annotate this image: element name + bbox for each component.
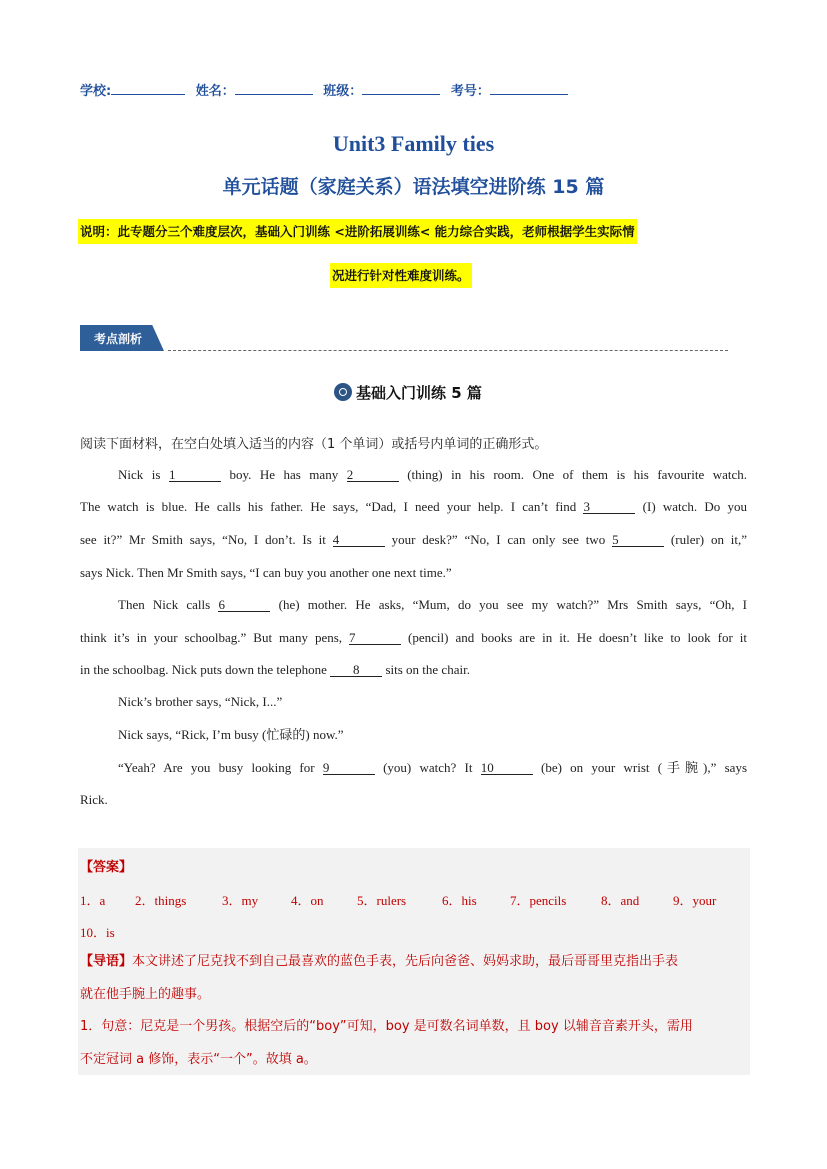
passage-line: The watch is blue. He calls his father. He says, “Dad, I need your help. I can’t find 3 (I) watch. Do you — [80, 499, 748, 514]
answer-item: 6．his — [442, 893, 477, 908]
passage-line: “Yeah? Are you busy looking for 9 (you) watch? It 10 (be) on your wrist (手腕),” says — [118, 760, 748, 775]
passage-line: says Nick. Then Mr Smith says, “I can buy you another one next time.” — [80, 565, 452, 580]
answer-item: 3．my — [222, 893, 259, 908]
blank-6: 6 — [218, 598, 270, 612]
tag-label: 考点剖析 — [94, 332, 143, 346]
page-subtitle: 单元话题（家庭关系）语法填空进阶练 15 篇 — [222, 176, 605, 198]
blank-9: 9 — [323, 761, 375, 775]
blank-7: 7 — [349, 631, 401, 645]
blank-10: 10 — [481, 761, 533, 775]
school-label: 学校: — [80, 84, 112, 99]
answer-item: 5．rulers — [357, 893, 407, 908]
note-line-1: 说明：此专题分三个难度层次，基础入门训练 <进阶拓展训练< 能力综合实践，老师根据学生实际情 — [78, 222, 637, 240]
passage-line: in the schoolbag. Nick puts down the telephone 8 sits on the chair. — [80, 662, 470, 677]
explanation-line-2: 不定冠词 a 修饰，表示“一个”。故填 a。 — [80, 1052, 317, 1067]
dashed-divider — [168, 350, 728, 351]
section-tag — [80, 325, 170, 351]
passage-line: Then Nick calls 6 (he) mother. He asks, “Mum, do you see my watch?” Mrs Smith says, “Oh, I — [118, 597, 748, 612]
answer-item: 10．is — [80, 925, 115, 940]
guide-paragraph: 【导语】本文讲述了尼克找不到自己最喜欢的蓝色手表，先后向爸爸、妈妈求助，最后哥哥里克指出手表 — [80, 954, 679, 969]
class-label: 班级： — [323, 84, 363, 99]
answer-heading: 【答案】 — [80, 860, 133, 875]
passage-line: Nick’s brother says, “Nick, I...” — [118, 694, 283, 709]
student-info-header — [80, 80, 574, 99]
blank-2: 2 — [347, 468, 399, 482]
blank-3: 3 — [583, 500, 635, 514]
answer-item: 8．and — [601, 893, 640, 908]
exam-no-blank — [490, 82, 568, 95]
exam-no-label: 考号： — [450, 84, 490, 99]
answer-item: 1．a — [80, 893, 106, 908]
blank-5: 5 — [612, 533, 664, 547]
school-blank — [111, 82, 185, 95]
note-line-2: 况进行针对性难度训练。 — [330, 266, 472, 284]
explanation-line-1: 1．句意：尼克是一个男孩。根据空后的“boy”可知，boy 是可数名词单数，且 boy 以辅音音素开头，需用 — [80, 1019, 693, 1034]
blank-4: 4 — [333, 533, 385, 547]
passage-line: Nick is 1 boy. He has many 2 (thing) in his room. One of them is his favourite watch. — [118, 467, 748, 482]
page-title: Unit3 Family ties — [332, 131, 495, 156]
section-title: 基础入门训练 5 篇 — [356, 384, 482, 402]
passage-line: think it’s in your schoolbag.” But many pens, 7 (pencil) and books are in it. He doesn’t like to look for it — [80, 630, 748, 645]
answer-item: 2．things — [135, 893, 187, 908]
class-blank — [362, 82, 440, 95]
answer-item: 4．on — [291, 893, 324, 908]
passage-line: see it?” Mr Smith says, “No, I don’t. Is it 4 your desk?” “No, I can only see two 5 (ruler) on it,” — [80, 532, 748, 547]
section-heading — [334, 382, 482, 403]
answer-item: 7．pencils — [510, 893, 567, 908]
answer-item: 9．your — [673, 893, 717, 908]
name-blank — [235, 82, 313, 95]
name-label: 姓名： — [195, 84, 235, 99]
circle-badge-icon — [334, 383, 352, 401]
blank-8: 8 — [330, 663, 382, 677]
passage-line: Nick says, “Rick, I’m busy (忙碌的) now.” — [118, 727, 344, 742]
guide-label: 【导语】 — [80, 954, 133, 969]
blank-1: 1 — [169, 468, 221, 482]
instruction-text: 阅读下面材料，在空白处填入适当的内容（1 个单词）或括号内单词的正确形式。 — [80, 437, 548, 452]
passage-line: Rick. — [80, 792, 108, 807]
guide-line-2: 就在他手腕上的趣事。 — [80, 987, 211, 1002]
